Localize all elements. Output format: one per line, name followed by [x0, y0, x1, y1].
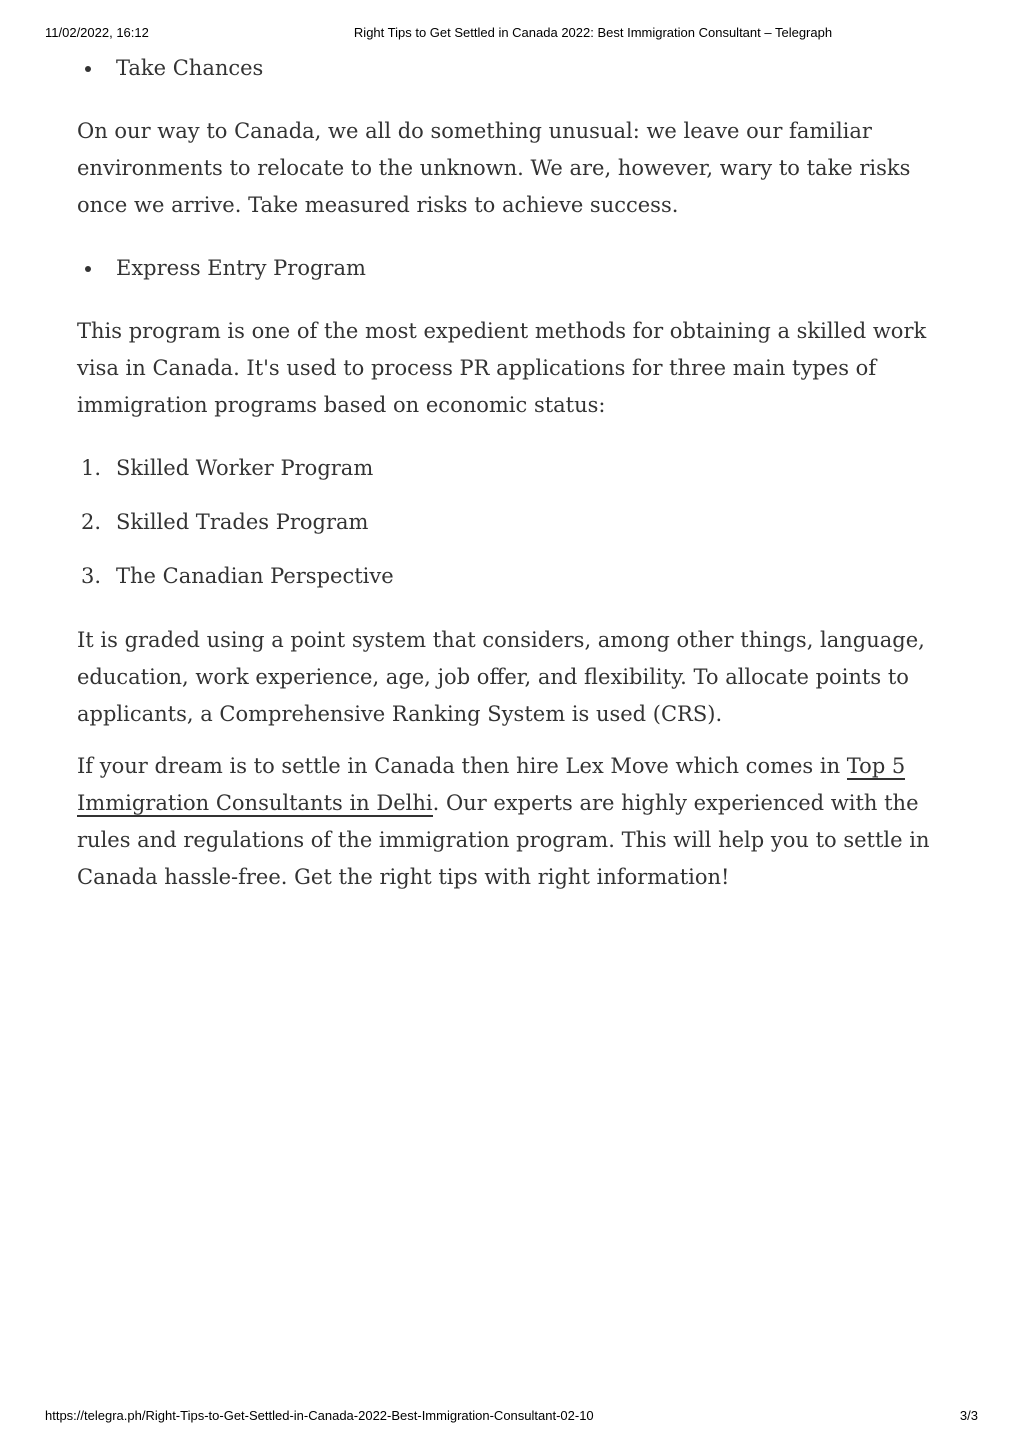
bullet-list: [77, 50, 947, 87]
paragraph: This program is one of the most expedient methods for obtaining a skilled work visa in Canada. It's used to process PR applications for three main types of immigration programs based on economic status:: [77, 319, 927, 417]
list-number: 3.: [80, 564, 101, 588]
article-body: [77, 50, 947, 896]
numbered-list: [77, 450, 947, 595]
print-date: 11/02/2022, 16:12: [45, 25, 149, 40]
list-item-text: The Canadian Perspective: [116, 564, 394, 588]
print-url: https://telegra.ph/Right-Tips-to-Get-Settled-in-Canada-2022-Best-Immigration-Consultant-02-10: [45, 1408, 594, 1423]
page-number: 3/3: [959, 1408, 978, 1423]
print-header: [0, 25, 1024, 43]
paragraph: It is graded using a point system that considers, among other things, language, education, work experience, age, job offer, and flexibility. To allocate points to applicants, a Comprehensive Ranking System is used (CRS).: [77, 628, 925, 726]
paragraph: On our way to Canada, we all do something unusual: we leave our familiar environments to relocate to the unknown. We are, however, wary to take risks once we arrive. Take measured risks to achieve success.: [77, 119, 911, 217]
list-number: 2.: [80, 510, 101, 534]
list-item: [77, 50, 947, 87]
bullet-marker: [85, 66, 91, 72]
list-item-text: Skilled Worker Program: [116, 456, 374, 480]
list-item: [77, 504, 947, 541]
list-item-text: Express Entry Program: [116, 256, 366, 280]
bullet-marker: [85, 266, 91, 272]
paragraph-text-before: If your dream is to settle in Canada then hire Lex Move which comes in: [77, 754, 847, 778]
list-item-text: Skilled Trades Program: [116, 510, 369, 534]
paragraph-with-link: [77, 748, 947, 896]
list-item-text: Take Chances: [116, 56, 264, 80]
list-item: [77, 250, 947, 287]
print-footer: [0, 1408, 1024, 1426]
paragraph-text-after: . Our experts are highly experienced with the rules and regulations of the immigration program. This will help you to settle in Canada hassle-free. Get the right tips with right information!: [77, 791, 930, 889]
list-item: [77, 558, 947, 595]
list-item: [77, 450, 947, 487]
consultants-link[interactable]: Top 5 Immigration Consultants in Delhi: [77, 754, 906, 815]
print-page-title: Right Tips to Get Settled in Canada 2022: Best Immigration Consultant – Telegraph: [353, 25, 833, 40]
bullet-list: [77, 250, 947, 287]
list-number: 1.: [80, 456, 101, 480]
